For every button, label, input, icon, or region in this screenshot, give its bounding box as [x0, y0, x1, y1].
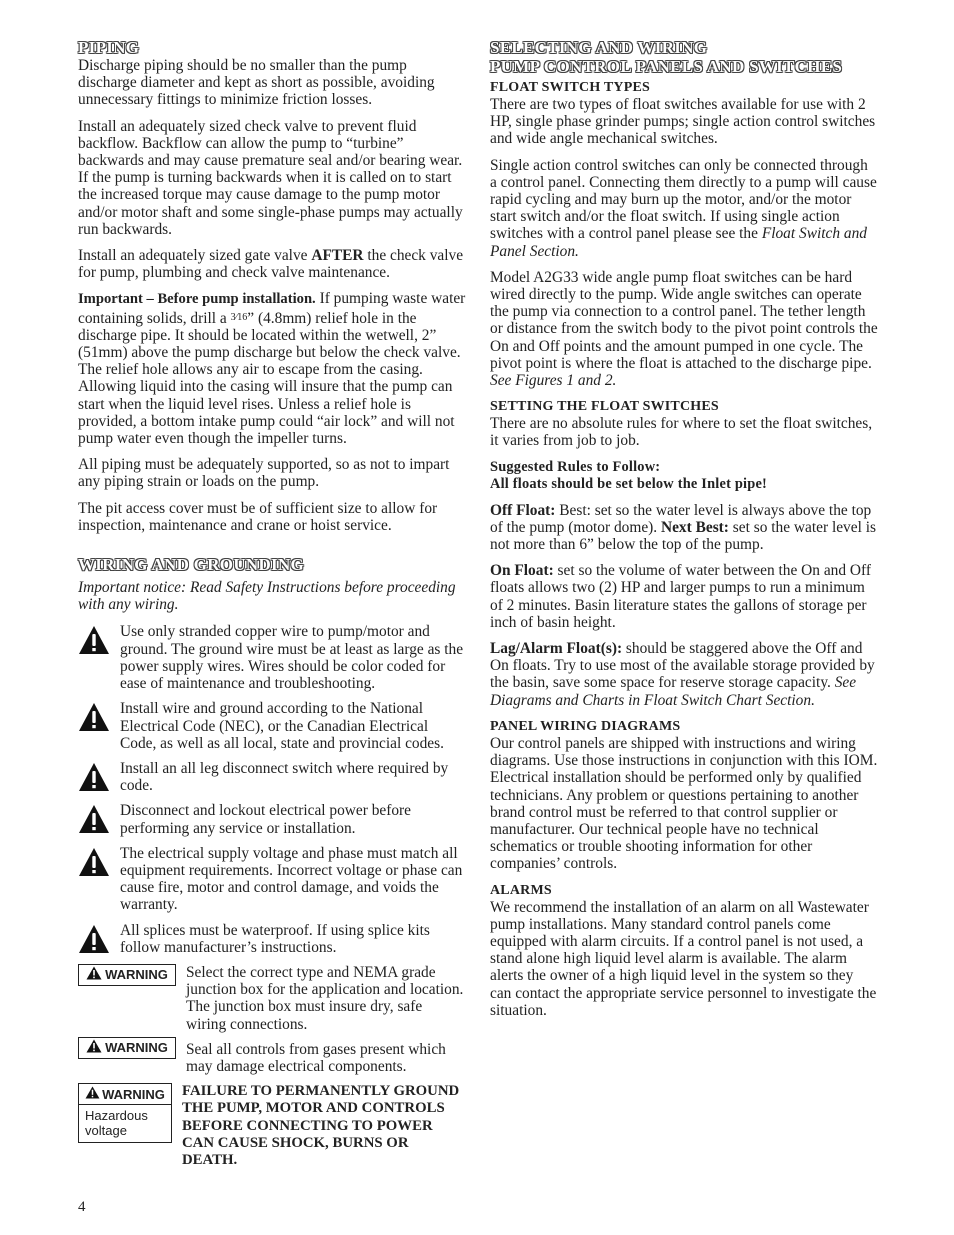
right-column [490, 38, 878, 1019]
warning-text-ground: FAILURE TO PERMANENTLY GROUND THE PUMP, MOTOR AND CONTROLS BEFORE CONNECTING TO POWER CAN CAUSE SHOCK, BURNS OR DEATH. [182, 1083, 460, 1169]
warning-badge: WARNING [78, 1037, 176, 1059]
safety-item [78, 623, 466, 692]
warning-triangle-icon [86, 1039, 102, 1056]
warning-triangle-icon [78, 700, 112, 732]
lag-alarm-float-paragraph: Lag/Alarm Float(s): should be staggered above the Off and On floats. Try to use most of the available storage provided by the basin, save some space for reserve storage capacity. See Diagrams and Charts in Float Switch Chart Section. [490, 640, 875, 709]
warning-triangle-icon [78, 922, 112, 954]
warning-junction-box [78, 964, 466, 1033]
safety-item [78, 700, 466, 752]
alarms-title: ALARMS [490, 882, 552, 898]
safety-item [78, 760, 466, 794]
wiring-safety-list [78, 623, 466, 955]
setting-float-switches-title: SETTING THE FLOAT SWITCHES [490, 399, 719, 415]
piping-paragraph-3: Install an adequately sized gate valve AFTER the check valve for pump, plumbing and check valve maintenance. [78, 247, 464, 282]
safety-item-text: Install an all leg disconnect switch where required by code. [120, 759, 449, 795]
safety-item-text: Install wire and ground according to the National Electrical Code (NEC), or the Canadian Electrical Code, as well as all local, state and provincial codes. [120, 700, 444, 752]
page-number: 4 [78, 1199, 86, 1215]
warning-badge: WARNING [78, 964, 176, 986]
warning-triangle-icon [78, 760, 112, 792]
warning-triangle-icon [78, 845, 112, 877]
warning-text-seal-controls: Seal all controls from gases present which may damage electrical components. [186, 1040, 446, 1075]
safety-item [78, 845, 466, 914]
warning-seal-controls [78, 1041, 466, 1075]
on-float-paragraph: On Float: set so the volume of water between the On and Off floats allows two (2) HP and larger pumps to run a minimum of 2 minutes. Basin literature states the gallons of storage per inch of basin height. [490, 562, 871, 631]
float-paragraph-2: Single action control switches can only be connected through a control panel. Connecting them directly to a pump will cause rapid cycling and may burn up the motor, and/or the motor start switch and/or the float switch. If using single action switches with a control panel please see the Float Switch and Panel Section. [490, 156, 877, 260]
float-paragraph-1: There are two types of float switches available for use with 2 HP, single phase grinder pumps; single action control switches and wide angle mechanical switches. [490, 96, 876, 148]
piping-paragraph-5: All piping must be adequately supported, so as not to impart any piping strain or loads on the pump. [78, 456, 450, 491]
wiring-notice: Important notice: Read Safety Instructions before proceeding with any wiring. [78, 579, 456, 614]
warning-triangle-icon [78, 802, 112, 834]
warning-triangle-icon [86, 966, 102, 983]
piping-paragraph-4: Important – Before pump installation. If pumping waste water containing solids, drill a 3⁄16” (4.8mm) relief hole in the discharge pipe. It should be located within the wetwell, 2” (51mm) above the pump discharge but below the check valve. The relief hole allows any air to escape from the casing. Allowing liquid into the casing will insure that the pump can start when the liquid level rises. Unless a relief hole is provided, a bottom intake pump could “air lock” and will not pump water even though the impeller turns. [78, 290, 466, 448]
safety-item [78, 922, 466, 956]
piping-paragraph-2: Install an adequately sized check valve to prevent fluid backflow. Backflow can allow the pump to “turbine” backwards and may cause premature seal and/or bearing wear. If the pump is turning backwards when it is called on to start the increased torque may cause damage to the pump motor and/or motor shaft and some single-phase pumps may actually run backwards. [78, 117, 463, 238]
hazardous-voltage-badge: WARNING Hazardous voltage [78, 1083, 172, 1143]
piping-heading: PIPING [78, 38, 140, 57]
alarms-paragraph: We recommend the installation of an alarm on all Wastewater pump installations. Many standard control panels come equipped with alarm circuits. If a control panel is not used, a stand alone high liquid level alarm is available. The alarm alerts the owner of a high liquid level in the system so they can contact the appropriate service personnel to investigate the situation. [490, 898, 877, 1019]
warning-triangle-icon [78, 623, 112, 655]
safety-item-text: All splices must be waterproof. If using splice kits follow manufacturer’s instructions. [120, 921, 430, 956]
piping-paragraph-6: The pit access cover must be of sufficient size to allow for inspection, maintenance and crane or hoist service. [78, 499, 438, 534]
panel-wiring-paragraph: Our control panels are shipped with instructions and wiring diagrams. Use those instructions in conjunction with this IOM. Electrical installation should be performed only by qualified technicians. Any problem or questions pertaining to another brand control must be referred to that control supplier or manufacturer. Our technical people have no technical schematics or trouble shooting information for other companies’ controls. [490, 734, 878, 873]
suggested-rules-line-1: Suggested Rules to Follow: [490, 458, 661, 475]
panel-wiring-diagrams-title: PANEL WIRING DIAGRAMS [490, 718, 681, 734]
safety-item-text: Disconnect and lockout electrical power before performing any service or installation. [120, 802, 412, 837]
panels-heading-line-2: PUMP CONTROL PANELS AND SWITCHES [490, 57, 843, 76]
off-float-paragraph: Off Float: Best: set so the water level is always above the top of the pump (motor dome). Next Best: set so the water level is not more than 6” below the top of the pump. [490, 501, 876, 554]
warning-triangle-icon [85, 1086, 100, 1102]
piping-paragraph-1: Discharge piping should be no smaller than the pump discharge diameter and kept as short as possible, avoiding unnecessary fittings to minimize friction losses. [78, 57, 435, 109]
float-switch-types-title: FLOAT SWITCH TYPES [490, 80, 650, 95]
safety-item-text: Use only stranded copper wire to pump/motor and ground. The ground wire must be at least as large as the power supply wires. Wires should be color coded for ease of maintenance and troubleshooting. [120, 623, 464, 693]
safety-item [78, 802, 466, 836]
panels-heading-line-1: SELECTING AND WIRING [490, 38, 708, 57]
setting-paragraph: There are no absolute rules for where to set the float switches, it varies from job to job. [490, 415, 873, 450]
hazardous-voltage-label: Hazardous voltage [85, 1108, 148, 1139]
safety-item-text: The electrical supply voltage and phase must match all equipment requirements. Incorrect voltage or phase can cause fire, motor and control damage, and voids the warranty. [120, 844, 463, 914]
float-paragraph-3: Model A2G33 wide angle pump float switches can be hard wired directly to the pump. Wide angle switches can operate the pump via connection to a control panel. The tether length or distance from the switch body to the pivot point controls the On and Off points and the amount pumped in one cycle. The pivot point is where the float is attached to the discharge pipe. See Figures 1 and 2. [490, 268, 878, 390]
warning-text-junction-box: Select the correct type and NEMA grade junction box for the application and location. The junction box must insure dry, safe wiring connections. [186, 963, 464, 1033]
wiring-heading: WIRING AND GROUNDING [78, 555, 305, 575]
warning-hazardous-voltage [78, 1083, 466, 1169]
left-column [78, 38, 466, 1178]
suggested-rules-line-2: All floats should be set below the Inlet pipe! [490, 475, 768, 492]
